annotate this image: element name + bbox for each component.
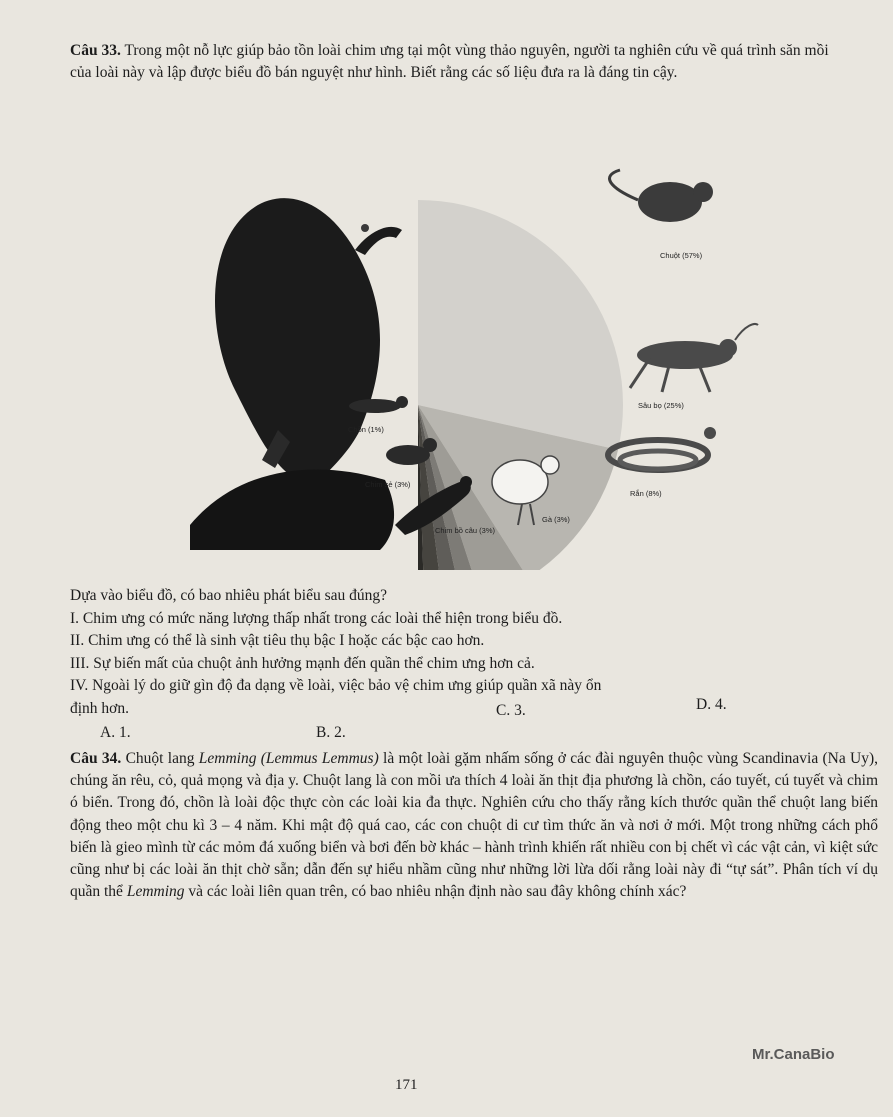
statement-item: II. Chim ưng có thể là sinh vật tiêu thụ bậc I hoặc các bậc cao hơn. — [70, 632, 485, 649]
question-33-number: Câu 33. — [70, 42, 121, 59]
slice-label: Gà (3%) — [542, 515, 570, 524]
species-name: Lemming (Lemmus Lemmus) — [198, 750, 379, 767]
answer-options — [70, 696, 830, 748]
statement-item: định hơn. — [70, 700, 130, 717]
question-34-intro: Chuột lang — [125, 750, 195, 767]
slice-label: Sâu bọ (25%) — [638, 401, 684, 410]
option-a[interactable]: A. 1. — [100, 724, 131, 741]
slice-label: Chim sẻ (3%) — [365, 480, 411, 489]
option-b[interactable]: B. 2. — [316, 724, 346, 741]
slice-label: Chồn (1%) — [348, 425, 384, 434]
statement-item: III. Sự biến mất của chuột ảnh hưởng mạnh đến quần thể chim ưng hơn cả. — [70, 654, 535, 672]
chart-prompt: Dựa vào biểu đồ, có bao nhiêu phát biểu sau đúng? — [70, 587, 388, 604]
slice-label: Chuột (57%) — [660, 251, 703, 260]
eagle-illustration — [190, 198, 402, 550]
mouse-icon — [610, 170, 713, 222]
grasshopper-icon — [630, 324, 758, 392]
species-short-name: Lemming — [126, 883, 185, 901]
slice-label: Rắn (8%) — [630, 489, 662, 498]
statement-list — [70, 585, 860, 698]
slice-label: Chim bồ câu (3%) — [435, 526, 496, 535]
question-34-number: Câu 34. — [70, 750, 122, 767]
semicircle-pie-chart — [150, 130, 760, 570]
statement-item: I. Chim ưng có mức năng lượng thấp nhất trong các loài thể hiện trong biểu đồ. — [70, 609, 563, 627]
statement-item: IV. Ngoài lý do giữ gìn độ đa dạng về loài, việc bảo vệ chim ưng giúp quần xã này ổn — [70, 677, 602, 694]
question-34 — [70, 748, 878, 903]
question-34-prompt-end: và các loài liên quan trên, có bao nhiêu nhận định nào sau đây không chính xác? — [188, 883, 687, 901]
page-number: 171 — [395, 1077, 418, 1093]
snake-icon — [608, 427, 716, 470]
option-d[interactable]: D. 4. — [696, 696, 727, 713]
question-34-prompt: Phân tích ví dụ quần thể — [70, 861, 878, 901]
semicircle-pie-figure — [150, 130, 760, 570]
publisher-watermark: Mr.CanaBio — [752, 1046, 835, 1063]
question-33-intro — [70, 40, 850, 84]
question-33-text: Trong một nỗ lực giúp bảo tồn loài chim ưng tại một vùng thảo nguyên, người ta nghiên cứu về quá trình săn mồi của loài này và lập được biểu đồ bán nguyệt như hình. Biết rằng các số liệu đưa ra là đáng tin cậy. — [70, 42, 829, 81]
option-c[interactable]: C. 3. — [496, 702, 526, 719]
question-34-text: là một loài gặm nhấm sống ở các đài nguyên thuộc vùng Scandinavia (Na Uy), chúng ăn rêu, cỏ, quả mọng và địa y. Chuột lang là con mồi ưa thích 4 loài ăn thịt địa phương là chồn, cáo tuyết, cú tuyết và chim ó biển. Trong đó, chồn là loài độc thực còn các loài kia đa thực. Nghiên cứu cho thấy rằng kích thước quần thể chuột lang biến động theo một chu kì 3 – 4 năm. Khi mật độ quá cao, các con chuột di cư tìm thức ăn và nơi ở mới. Một trong những cách phổ biến là gieo mình từ các mỏm đá xuống biển và bơi đến bờ khác – hành trình khiến rất nhiều con bị chết vì các vật cản, vì kiệt sức cũng như bị các loài ăn thịt chờ sẵn; dẫn đến sự hiểu nhầm cũng như những lời lừa dối rằng loài này đi “tự sát”. — [70, 750, 879, 879]
